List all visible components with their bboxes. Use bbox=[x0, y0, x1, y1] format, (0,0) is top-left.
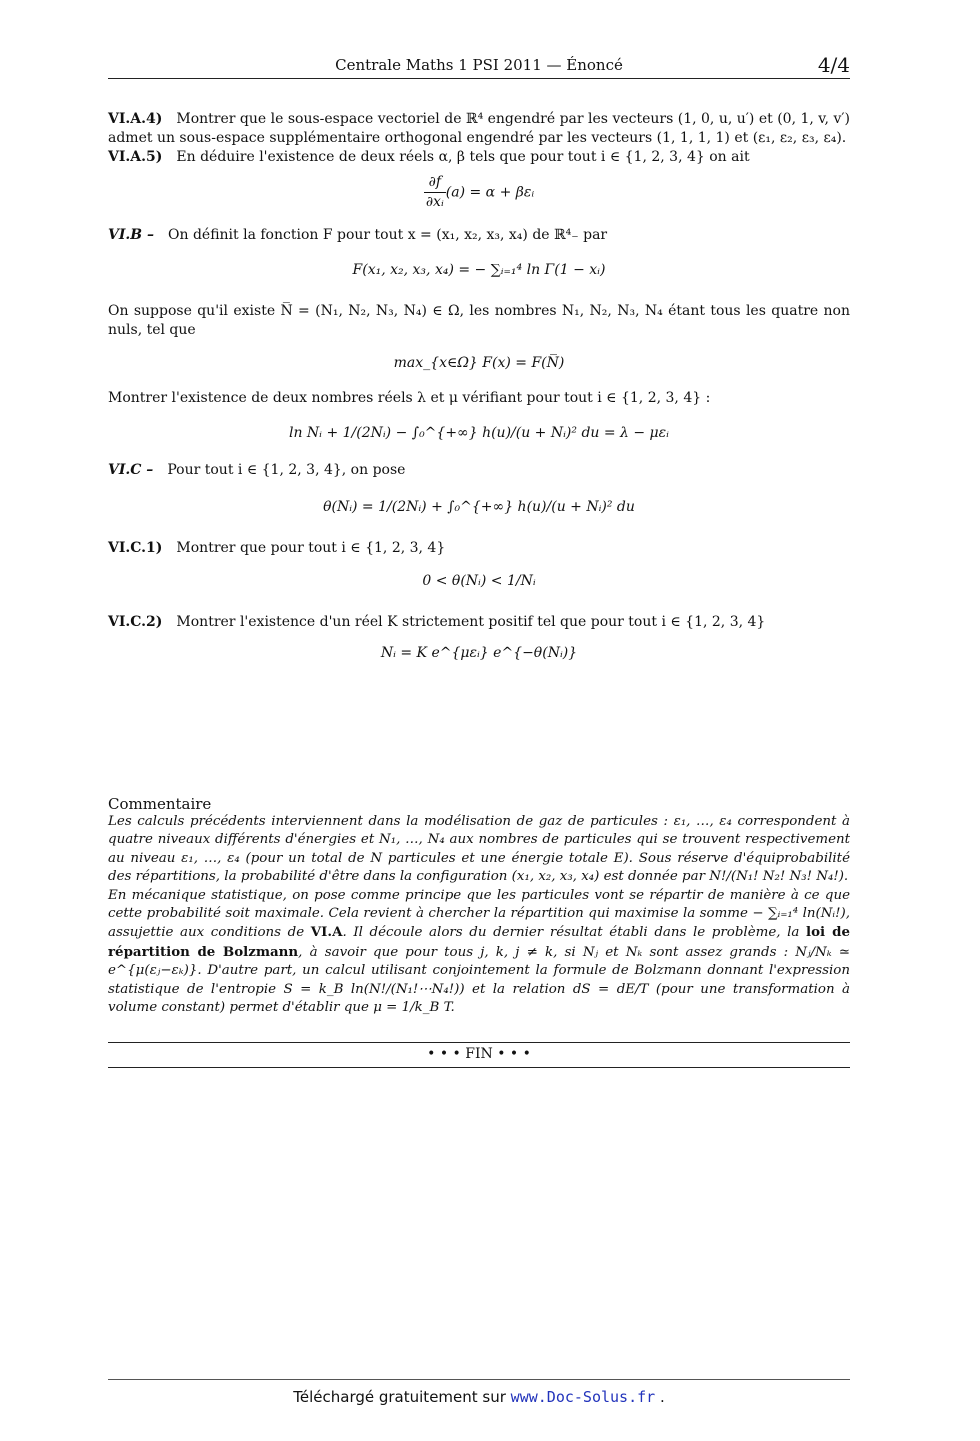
question-c bbox=[108, 461, 850, 480]
question-text: Montrer que pour tout i ∈ {1, 2, 3, 4} bbox=[176, 540, 446, 556]
header-title: Centrale Maths 1 PSI 2011 — Énoncé bbox=[335, 56, 623, 74]
footer-link[interactable]: www.Doc-Solus.fr bbox=[510, 1388, 656, 1406]
question-label: VI.C.2) bbox=[108, 614, 163, 630]
page-header bbox=[108, 52, 850, 79]
formula-c2: Nᵢ = K e^{μεᵢ} e^{−θ(Nᵢ)} bbox=[380, 645, 578, 661]
footer-text: Téléchargé gratuitement sur bbox=[293, 1388, 511, 1406]
formula-c: θ(Nᵢ) = 1/(2Nᵢ) + ∫₀^{+∞} h(u)/(u + Nᵢ)² du bbox=[323, 499, 635, 515]
question-text: Montrer l'existence d'un réel K strictement positif tel que pour tout i ∈ {1, 2, 3, 4} bbox=[176, 614, 766, 630]
end-marker: • • • FIN • • • bbox=[108, 1042, 850, 1068]
main-content bbox=[108, 110, 850, 663]
comment-paragraph-2: En mécanique statistique, on pose comme principe que les particules vont se répartir de manière à ce que cette probabilité soit maximale. Cela revient à chercher la répartition qui maximise la somme − ∑ᵢ₌₁⁴ ln(Nᵢ!), assujettie aux conditions de VI.A. Il découle alors du dernier résultat établi dans le problème, la loi de répartition de Bolzmann, à savoir que pour tous j, k, j ≠ k, si Nⱼ et Nₖ sont assez grands : Nⱼ/Nₖ ≃ e^{μ(εⱼ−εₖ)}. D'autre part, un calcul utilisant conjointement la formule de Bolzmann donnant l'expression statistique de l'entropie S = k_B ln(N!/(N₁!⋯N₄!)) et la relation dS = dE/T (pour une transformation à volume constant) permet d'établir que μ = 1/k_B T. bbox=[108, 887, 851, 1016]
formula-a5: $\frac{\partial f}{\text{∂xᵢ}}$ (a) = α + βεᵢ bbox=[425, 174, 535, 210]
question-label: VI.C.1) bbox=[108, 540, 163, 556]
question-a4 bbox=[108, 110, 850, 148]
question-text: Pour tout i ∈ {1, 2, 3, 4}, on pose bbox=[167, 462, 406, 478]
paragraph-b2: On suppose qu'il existe N̅ = (N₁, N₂, N₃, N₄) ∈ Ω, les nombres N₁, N₂, N₃, N₄ étant tous les quatre non nuls, tel que bbox=[108, 303, 850, 338]
formula-b3: ln Nᵢ + 1/(2Nᵢ) − ∫₀^{+∞} h(u)/(u + Nᵢ)² du = λ − μεᵢ bbox=[288, 425, 669, 441]
question-label: VI.A.5) bbox=[108, 149, 163, 165]
formula-b: F(x₁, x₂, x₃, x₄) = − ∑ᵢ₌₁⁴ ln Γ(1 − xᵢ) bbox=[352, 262, 606, 278]
question-label: VI.B – bbox=[108, 227, 154, 243]
comment-paragraph-1: Les calculs précédents interviennent dans la modélisation de gaz de particules : ε₁, …, ε₄ correspondent à quatre niveaux différents d'énergies et N₁, …, N₄ aux nombres de particules qui se trouvent respectivement au niveau ε₁, …, ε₄ (pour un total de N particules et une énergie totale E). Sous réserve d'équiprobabilité des répartitions, la probabilité d'être dans la configuration (x₁, x₂, x₃, x₄) est donnée par N!/(N₁! N₂! N₃! N₄!). bbox=[108, 814, 850, 885]
question-text: En déduire l'existence de deux réels α, β tels que pour tout i ∈ {1, 2, 3, 4} on ait bbox=[176, 149, 750, 165]
comment-section bbox=[108, 795, 850, 1017]
page-footer: Téléchargé gratuitement sur www.Doc-Solus.fr . bbox=[108, 1379, 850, 1406]
question-b bbox=[108, 226, 850, 245]
question-label: VI.A.4) bbox=[108, 111, 163, 127]
question-c1 bbox=[108, 539, 850, 558]
fraction: $\frac{\partial f}{\text{∂xᵢ}}$ bbox=[425, 174, 444, 210]
paragraph-b3: Montrer l'existence de deux nombres réels λ et μ vérifiant pour tout i ∈ {1, 2, 3, 4} : bbox=[108, 390, 711, 406]
formula-c1: 0 < θ(Nᵢ) < 1/Nᵢ bbox=[422, 573, 536, 589]
question-c2 bbox=[108, 613, 850, 632]
comment-title: Commentaire bbox=[108, 795, 212, 813]
formula-b2: max_{x∈Ω} F(x) = F(N̅) bbox=[393, 355, 565, 371]
question-label: VI.C – bbox=[108, 462, 154, 478]
question-text: Montrer que le sous-espace vectoriel de ℝ⁴ engendré par les vecteurs (1, 0, u, u′) et (0, 1, v, v′) admet un sous-espace supplémentaire orthogonal engendré par les vecteurs (1, 1, 1, 1) et (ε₁, ε₂, ε₃, ε₄). bbox=[108, 111, 850, 146]
question-a5 bbox=[108, 148, 850, 167]
page-number: 4/4 bbox=[817, 53, 850, 77]
question-text: On définit la fonction F pour tout x = (x₁, x₂, x₃, x₄) de ℝ⁴₋ par bbox=[168, 227, 608, 243]
